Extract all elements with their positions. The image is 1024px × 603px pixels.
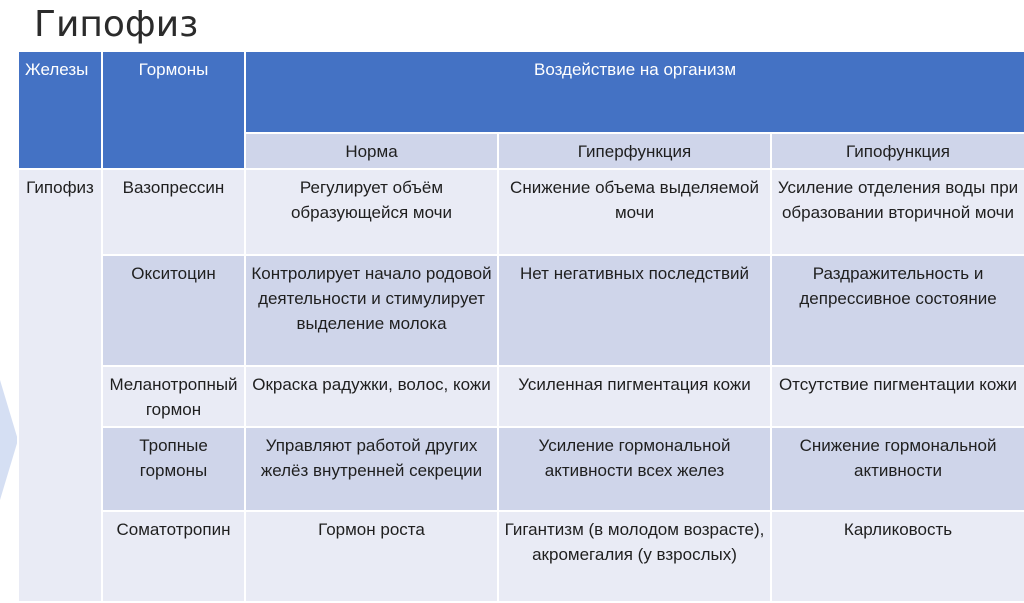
hypofunction-cell: Отсутствие пигментации кожи bbox=[771, 366, 1024, 427]
header-hypofunction: Гипофункция bbox=[771, 133, 1024, 169]
hormone-cell: Окситоцин bbox=[102, 255, 245, 366]
hormone-table bbox=[17, 50, 1024, 603]
header-hormones: Гормоны bbox=[102, 51, 245, 169]
header-effect: Воздействие на организм bbox=[245, 51, 1024, 133]
table-row bbox=[18, 366, 1024, 427]
hyperfunction-cell: Нет негативных последствий bbox=[498, 255, 771, 366]
norm-cell: Гормон роста bbox=[245, 511, 498, 602]
hypofunction-cell: Раздражительность и депрессивное состояние bbox=[771, 255, 1024, 366]
slide-title: Гипофиз bbox=[34, 4, 199, 45]
hormone-cell: Тропные гормоны bbox=[102, 427, 245, 511]
hypofunction-cell: Усиление отделения воды при образовании вторичной мочи bbox=[771, 169, 1024, 255]
norm-cell: Контролирует начало родовой деятельности и стимулирует выделение молока bbox=[245, 255, 498, 366]
hyperfunction-cell: Усиление гормональной активности всех желез bbox=[498, 427, 771, 511]
hypofunction-cell: Снижение гормональной активности bbox=[771, 427, 1024, 511]
hyperfunction-cell: Гигантизм (в молодом возрасте), акромегалия (у взрослых) bbox=[498, 511, 771, 602]
hormone-cell: Вазопрессин bbox=[102, 169, 245, 255]
decorative-triangle bbox=[0, 380, 18, 500]
header-glands: Железы bbox=[18, 51, 102, 169]
header-norm: Норма bbox=[245, 133, 498, 169]
norm-cell: Управляют работой других желёз внутренней секреции bbox=[245, 427, 498, 511]
hyperfunction-cell: Снижение объема выделяемой мочи bbox=[498, 169, 771, 255]
hyperfunction-cell: Усиленная пигментация кожи bbox=[498, 366, 771, 427]
norm-cell: Регулирует объём образующейся мочи bbox=[245, 169, 498, 255]
hypofunction-cell: Карликовость bbox=[771, 511, 1024, 602]
table-row bbox=[18, 255, 1024, 366]
norm-cell: Окраска радужки, волос, кожи bbox=[245, 366, 498, 427]
table-row bbox=[18, 511, 1024, 602]
table-row bbox=[18, 427, 1024, 511]
table-row bbox=[18, 169, 1024, 255]
gland-cell: Гипофиз bbox=[18, 169, 102, 602]
hormone-cell: Меланотропный гормон bbox=[102, 366, 245, 427]
header-hyperfunction: Гиперфункция bbox=[498, 133, 771, 169]
hormone-cell: Соматотропин bbox=[102, 511, 245, 602]
